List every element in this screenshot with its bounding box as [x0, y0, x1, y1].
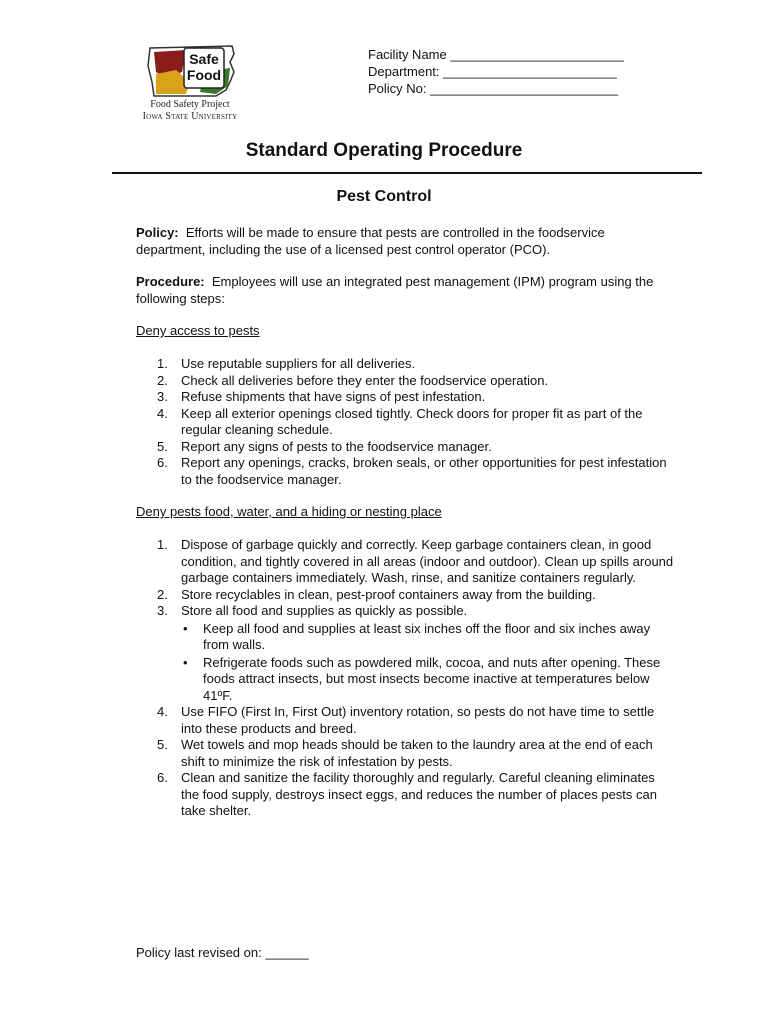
step-text: Wet towels and mop heads should be taken to the laundry area at the end of each shift to minimize the risk of infestation by pests. [181, 737, 653, 769]
procedure-paragraph [136, 274, 676, 307]
step-text: Store all food and supplies as quickly as possible. [181, 603, 468, 618]
field-label: Department: [368, 64, 440, 79]
step-text: Clean and sanitize the facility thoroughly and regularly. Careful cleaning eliminates the food supply, destroys insect eggs, and reduces the number of places pests can take shelter. [181, 770, 657, 818]
field-label: Policy No: [368, 81, 427, 96]
list-item: 4. Use FIFO (First In, First Out) inventory rotation, so pests do not have time to settle into these products and breed. [157, 704, 655, 736]
footer-label: Policy last revised on: [136, 945, 262, 960]
step-text: Keep all exterior openings closed tightly. Check doors for proper fit as part of the regular cleaning schedule. [181, 405, 643, 437]
step-text: Refuse shipments that have signs of pest infestation. [181, 389, 486, 404]
section2-list [136, 537, 676, 820]
section2-heading: Deny pests food, water, and a hiding or nesting place [136, 504, 442, 519]
safe-food-logo [140, 40, 250, 126]
revision-footer [136, 945, 309, 960]
list-item: 6. Report any openings, cracks, broken seals, or other opportunities for pest infestation to the foodservice manager. [157, 455, 667, 487]
field-blank: __________________________ [430, 81, 619, 96]
bullet-text: Refrigerate foods such as powdered milk, cocoa, and nuts after opening. These foods attract insects, but most insects become inactive at temperatures below 41ºF. [203, 654, 661, 703]
list-item: 2. Store recyclables in clean, pest-proof containers away from the building. [157, 586, 596, 602]
logo-org-line2: Iowa State University [142, 111, 238, 122]
footer-blank: ______ [265, 945, 309, 960]
field-blank: ________________________ [450, 47, 624, 62]
department-field [368, 63, 624, 80]
policy-text: Efforts will be made to ensure that pests are controlled in the foodservice department, including the use of a licensed pest control operator (PCO). [136, 225, 605, 257]
document-subtitle: Pest Control [336, 188, 432, 205]
step-text: Store recyclables in clean, pest-proof containers away from the building. [181, 586, 596, 602]
bullet-dot-icon: • [183, 654, 188, 670]
step-text: Dispose of garbage quickly and correctly. Keep garbage containers clean, in good condition, and tightly covered in all areas (indoor and outdoor). Clean up spills around garbage containers immediately. Wash, rinse, and sanitize containers regularly. [181, 537, 674, 585]
field-blank: ________________________ [443, 64, 617, 79]
list-item: 6. Clean and sanitize the facility thoroughly and regularly. Careful cleaning eliminates the food supply, destroys insect eggs, and reduces the number of places pests can take shelter. [157, 770, 657, 818]
step-text: Report any signs of pests to the foodservice manager. [181, 438, 492, 454]
title-divider [112, 172, 702, 174]
list-item: 5. Wet towels and mop heads should be taken to the laundry area at the end of each shift to minimize the risk of infestation by pests. [157, 737, 653, 769]
field-label: Facility Name [368, 47, 447, 62]
logo-badge-line1: Safe [189, 51, 219, 67]
list-item: 2. Check all deliveries before they enter the foodservice operation. [157, 372, 549, 388]
policy-no-field [368, 80, 624, 97]
document-title: Standard Operating Procedure [245, 140, 523, 161]
policy-paragraph [136, 225, 676, 258]
procedure-label: Procedure: [136, 274, 205, 289]
list-item: 5. Report any signs of pests to the foodservice manager. [157, 438, 492, 454]
list-item: 4. Keep all exterior openings closed tightly. Check doors for proper fit as part of the regular cleaning schedule. [157, 405, 643, 437]
header-fields [368, 46, 624, 97]
list-item: 1. Dispose of garbage quickly and correctly. Keep garbage containers clean, in good condition, and tightly covered in all areas (indoor and outdoor). Clean up spills around garbage containers immediately. Wash, rinse, and sanitize containers regularly. [157, 537, 674, 585]
facility-name-field [368, 46, 624, 63]
procedure-text: Employees will use an integrated pest management (IPM) program using the following steps: [136, 274, 654, 306]
list-item: 1. Use reputable suppliers for all deliveries. [157, 356, 416, 371]
bullet-item [181, 655, 676, 705]
step-text: Check all deliveries before they enter the foodservice operation. [181, 372, 549, 388]
bullet-item [181, 621, 676, 654]
step-text: Report any openings, cracks, broken seals, or other opportunities for pest infestation to the foodservice manager. [181, 455, 667, 487]
step-text: Use FIFO (First In, First Out) inventory rotation, so pests do not have time to settle into these products and breed. [181, 704, 655, 736]
section1-heading: Deny access to pests [136, 323, 260, 338]
logo-org-line1: Food Safety Project [150, 99, 230, 110]
policy-label: Policy: [136, 225, 179, 240]
iowa-map-logo-icon [146, 42, 238, 100]
list-item: 3. Store all food and supplies as quickly as possible. • Keep all food and supplies at least six inches off the floor and six inches away from walls. • Refrigerate foods such as powdered milk, cocoa, and nuts after opening. These foods attract insects, but most insects become inactive at temperatures below 41ºF. [136, 603, 676, 704]
logo-badge-line2: Food [186, 67, 222, 83]
list-item: 3. Refuse shipments that have signs of pest infestation. [157, 389, 486, 404]
bullet-dot-icon: • [183, 620, 188, 636]
step-text: Use reputable suppliers for all deliveries. [181, 356, 416, 371]
section1-list [136, 356, 676, 488]
bullet-text: Keep all food and supplies at least six inches off the floor and six inches away from walls. [203, 620, 651, 652]
